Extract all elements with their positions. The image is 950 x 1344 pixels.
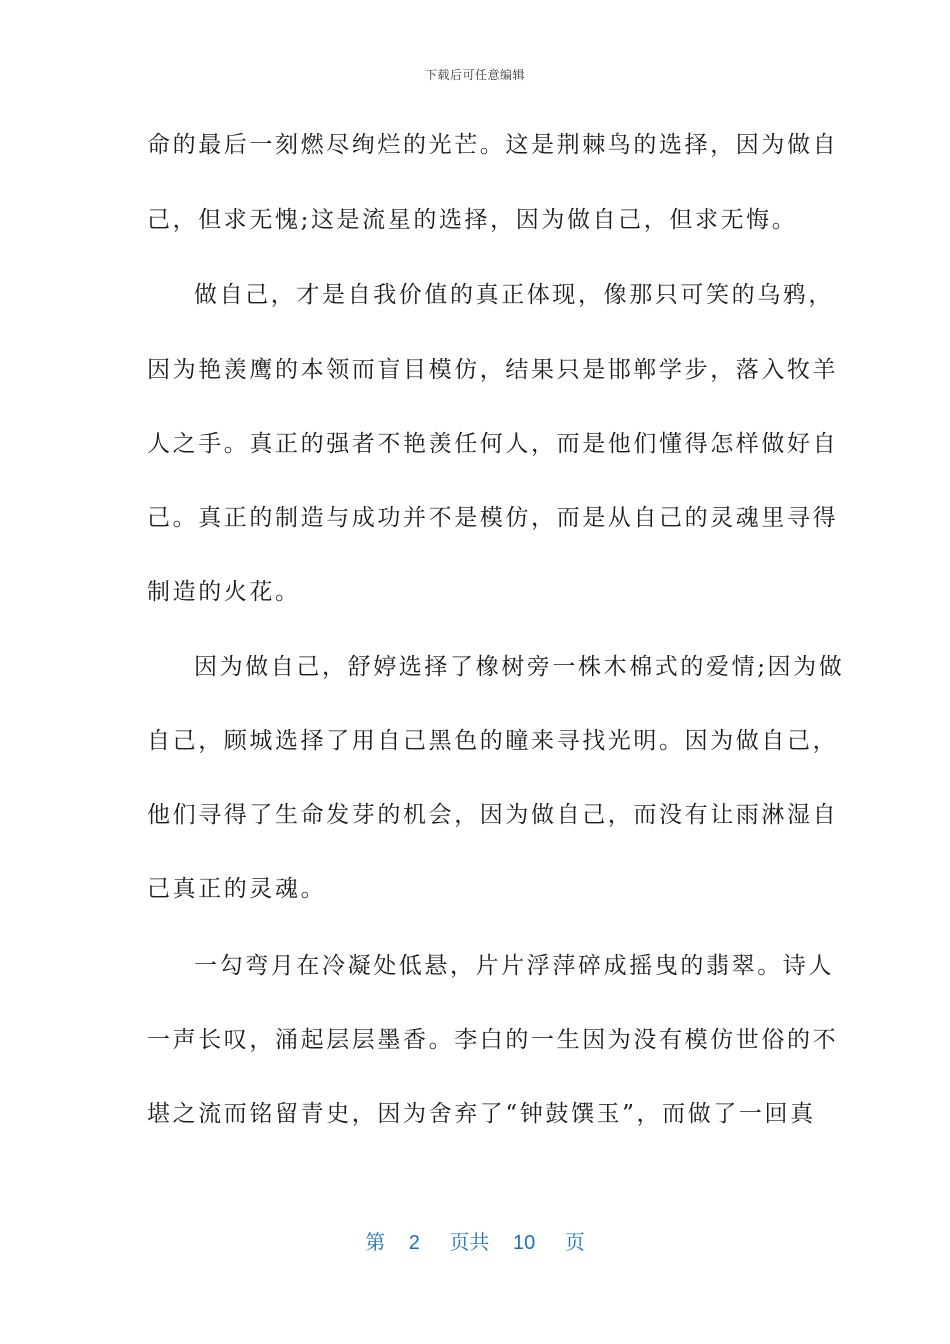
body-line: 他们寻得了生命发芽的机会，因为做自己，而没有让雨淋湿自: [147, 802, 839, 828]
body-line: 堪之流而铭留青史，因为舍弃了“钟鼓馔玉”，而做了一回真: [147, 1101, 816, 1127]
paragraph-start-line: 因为做自己，舒婷选择了橡树旁一株木棉式的爱情;因为做: [194, 654, 845, 680]
body-line: 己真正的灵魂。: [147, 876, 327, 902]
page-header-note: 下载后可任意编辑: [424, 68, 525, 82]
total-pages-number: 10: [513, 1232, 536, 1254]
body-line: 因为艳羡鹰的本领而盲目模仿，结果只是邯郸学步，落入牧羊: [147, 357, 839, 383]
current-page-number: 2: [408, 1232, 420, 1254]
body-line: 己，但求无愧;这是流星的选择，因为做自己，但求无悔。: [147, 207, 798, 233]
footer-suffix: 页: [564, 1232, 585, 1254]
body-line: 制造的火花。: [147, 579, 301, 605]
footer-prefix: 第: [365, 1232, 386, 1254]
paragraph-start-line: 一勾弯月在冷凝处低悬，片片浮萍碎成摇曳的翡翠。诗人: [194, 953, 834, 979]
body-line: 人之手。真正的强者不艳羡任何人，而是他们懂得怎样做好自: [147, 431, 839, 457]
body-line: 自己，顾城选择了用自己黑色的瞳来寻找光明。因为做自己，: [147, 728, 839, 754]
body-line: 一声长叹，涌起层层墨香。李白的一生因为没有模仿世俗的不: [147, 1027, 839, 1053]
body-line: 命的最后一刻燃尽绚烂的光芒。这是荆棘鸟的选择，因为做自: [147, 132, 839, 158]
footer-middle: 页共: [449, 1232, 490, 1254]
body-line: 己。真正的制造与成功并不是模仿，而是从自己的灵魂里寻得: [147, 505, 839, 531]
page-footer: [0, 1226, 950, 1255]
paragraph-start-line: 做自己，才是自我价值的真正体现，像那只可笑的乌鸦，: [194, 282, 834, 308]
